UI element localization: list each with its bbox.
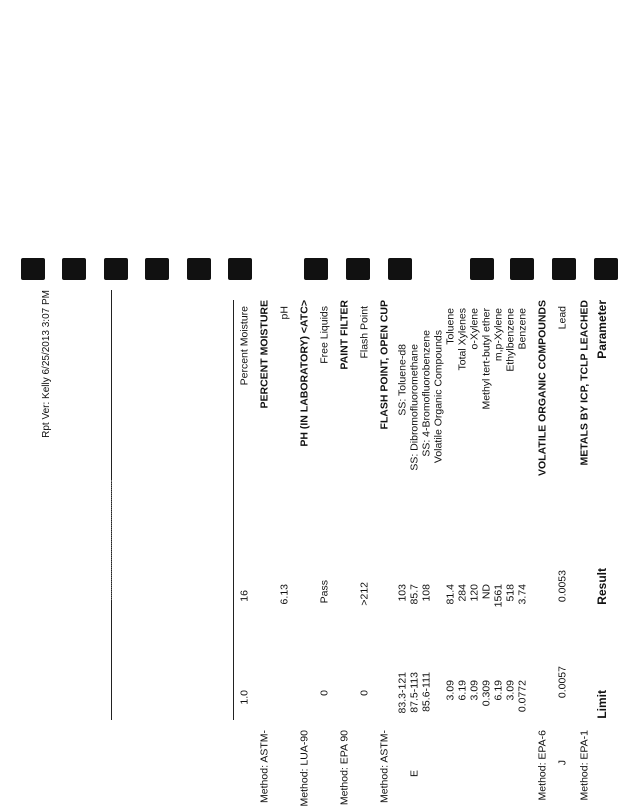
punch-hole-mark	[228, 258, 252, 280]
row-totalxylenes-result: 284	[456, 584, 469, 602]
method-metals: Method: EPA-1	[578, 730, 591, 801]
row-freeliquids-result: Pass	[318, 580, 331, 604]
punch-hole-mark	[104, 258, 128, 280]
row-benzene-name: Benzene	[516, 308, 529, 350]
row-ethylbenzene-limit: 3.09	[504, 680, 517, 701]
punch-hole-mark	[145, 258, 169, 280]
row-benzene-result: 3.74	[516, 584, 529, 605]
punch-hole-mark	[62, 258, 86, 280]
row-flashpoint-name: Flash Point	[358, 306, 371, 359]
row-freeliquids-name: Free Liquids	[318, 306, 331, 364]
row-lead-result: 0.0053	[556, 570, 569, 603]
row-totalxylenes-name: Total Xylenes	[456, 308, 469, 371]
row-mpxylene-result: 1561	[492, 584, 505, 608]
row-dibromo-result: 85.7	[408, 584, 421, 605]
row-mpxylene-limit: 6.19	[492, 680, 505, 701]
punch-hole-mark	[187, 258, 211, 280]
section-flash: FLASH POINT, OPEN CUP	[378, 300, 391, 430]
row-4bfb-limit: 85.6-111	[420, 672, 433, 712]
row-freeliquids-limit: 0	[318, 690, 331, 696]
punch-hole-mark	[594, 258, 618, 280]
method-paint: Method: EPA 90	[338, 730, 351, 806]
method-moisture: Method: ASTM-	[258, 730, 271, 803]
row-lead-limit: 0.0057	[556, 666, 569, 699]
row-lead-name: Lead	[556, 306, 569, 330]
row-ph-result: 6.13	[278, 584, 291, 605]
row-flashpoint-result: >212	[358, 582, 371, 606]
row-ph-name: pH	[278, 306, 291, 320]
row-flashpoint-limit: 0	[358, 690, 371, 696]
method-volatile: Method: EPA-6	[536, 730, 549, 801]
separator-line	[233, 300, 234, 720]
punch-hole-mark	[552, 258, 576, 280]
row-toluened8-limit: 83.3-121	[396, 672, 409, 714]
punch-hole-mark	[346, 258, 370, 280]
row-toluene-name: Toluene	[444, 308, 457, 345]
row-moisture-limit: 1.0	[238, 690, 251, 705]
row-moisture-result: 16	[238, 590, 251, 602]
row-4bfb-result: 108	[420, 584, 433, 602]
row-oxylene-result: 120	[468, 584, 481, 602]
row-4bfb-name: SS: 4-Bromofluorobenzene	[420, 330, 433, 457]
row-oxylene-limit: 3.09	[468, 680, 481, 701]
row-toluene-result: 81.4	[444, 584, 457, 605]
header-result: Result	[595, 568, 609, 605]
row-benzene-limit: 0.0772	[516, 680, 529, 713]
row-toluened8-result: 103	[396, 584, 409, 602]
row-lead-flag: J	[556, 760, 569, 766]
row-mtbe-name: Methyl tert-butyl ether	[480, 308, 493, 410]
row-totalxylenes-limit: 6.19	[456, 680, 469, 701]
punch-hole-mark	[304, 258, 328, 280]
section-paint: PAINT FILTER	[338, 300, 351, 370]
row-surrogate-head: Volatile Organic Compounds	[432, 330, 445, 464]
flag-surrogate: E	[408, 770, 421, 778]
punch-hole-mark	[470, 258, 494, 280]
punch-hole-mark	[21, 258, 45, 280]
row-toluened8-name: SS: Toluene-d8	[396, 344, 409, 416]
section-moisture: PERCENT MOISTURE	[258, 300, 271, 409]
punch-hole-mark	[388, 258, 412, 280]
header-limit: Limit	[595, 690, 609, 719]
method-ph: Method: LUA-90	[298, 730, 311, 806]
separator-line	[111, 480, 112, 600]
row-mtbe-limit: 0.309	[480, 680, 493, 707]
row-mtbe-result: ND	[480, 584, 493, 600]
punch-hole-mark	[510, 258, 534, 280]
method-flash: Method: ASTM-	[378, 730, 391, 803]
row-toluene-limit: 3.09	[444, 680, 457, 701]
row-mpxylene-name: m,p-Xylene	[492, 308, 505, 362]
row-dibromo-limit: 87.5-113	[408, 672, 421, 713]
row-dibromo-name: SS: Dibromofluoromethane	[408, 344, 421, 471]
row-oxylene-name: o-Xylene	[468, 308, 481, 350]
row-ethylbenzene-name: Ethylbenzene	[504, 308, 517, 372]
report-version-footer: Rpt Ver: Kelly 6/25/2013 3:07 PM	[41, 290, 52, 438]
row-moisture-name: Percent Moisture	[238, 306, 251, 386]
section-metals: METALS BY ICP, TCLP LEACHED	[578, 300, 591, 466]
section-ph: PH (IN LABORATORY) <ATC>	[298, 300, 311, 447]
section-volatile: VOLATILE ORGANIC COMPOUNDS	[536, 300, 549, 476]
row-ethylbenzene-result: 518	[504, 584, 517, 602]
header-parameter: Parameter	[595, 300, 609, 359]
